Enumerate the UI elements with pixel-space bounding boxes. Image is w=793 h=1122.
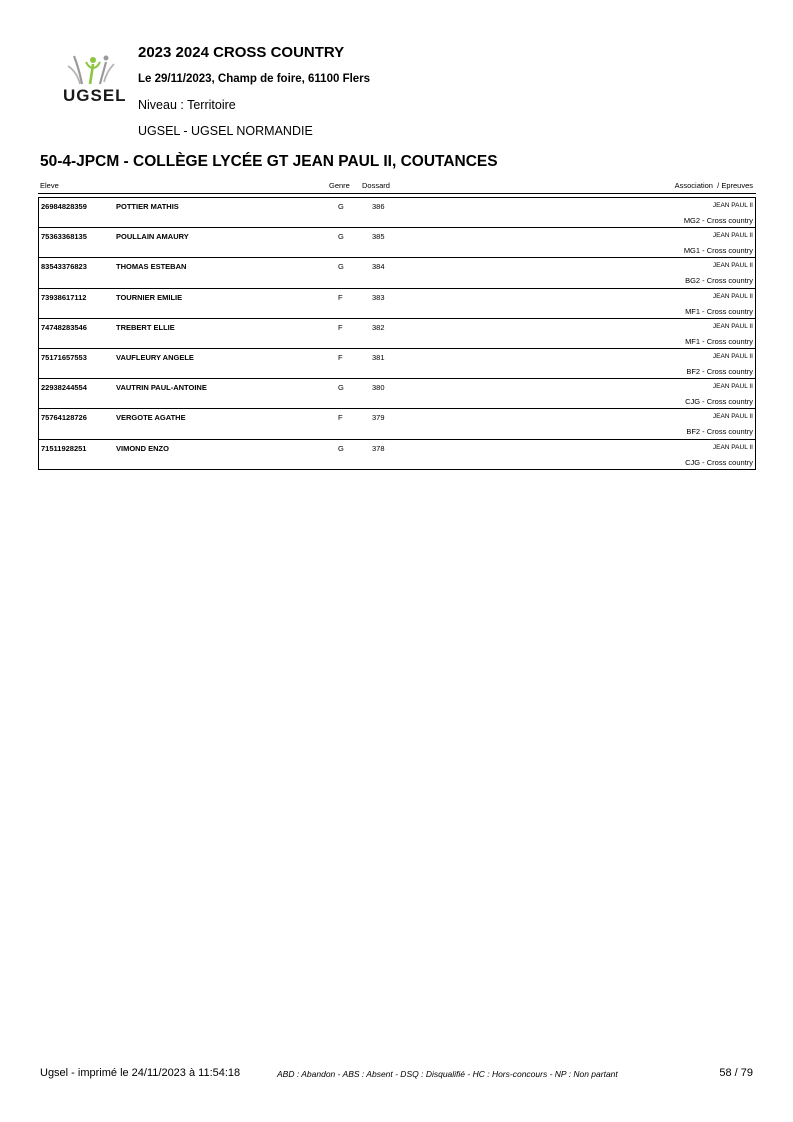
table-row bbox=[39, 319, 755, 349]
student-epreuve: BF2 - Cross country bbox=[686, 366, 753, 376]
student-name: TREBERT ELLIE bbox=[116, 322, 175, 332]
student-epreuve: MG2 - Cross country bbox=[683, 216, 753, 225]
student-association: JEAN PAUL II bbox=[712, 202, 753, 209]
student-association: JEAN PAUL II bbox=[712, 413, 753, 421]
student-genre: F bbox=[338, 352, 343, 362]
table-row bbox=[39, 349, 755, 379]
student-epreuve: MF1 - Cross country bbox=[685, 336, 753, 346]
student-genre: G bbox=[338, 383, 344, 393]
student-association: JEAN PAUL II bbox=[712, 322, 753, 330]
student-id: 22938244554 bbox=[41, 383, 87, 393]
event-title: 2023 2024 CROSS COUNTRY bbox=[138, 44, 345, 61]
student-epreuve: CJG - Cross country bbox=[685, 457, 753, 467]
ugsel-logo-text: UGSEL bbox=[63, 86, 127, 105]
student-dossard: 380 bbox=[372, 383, 385, 393]
footer-page-number: 58 / 79 bbox=[719, 1067, 753, 1079]
student-name: THOMAS ESTEBAN bbox=[116, 262, 187, 272]
student-id: 26984828359 bbox=[41, 202, 87, 211]
column-header-association: Association / Epreuves bbox=[674, 181, 753, 190]
student-association: JEAN PAUL II bbox=[712, 232, 753, 240]
student-id: 73938617112 bbox=[41, 292, 87, 302]
student-name: POTTIER MATHIS bbox=[116, 202, 179, 211]
table-row bbox=[39, 228, 755, 258]
student-id: 75363368135 bbox=[41, 232, 87, 242]
student-id: 74748283546 bbox=[41, 322, 87, 332]
table-row bbox=[39, 409, 755, 439]
column-header-genre: Genre bbox=[329, 181, 350, 190]
student-name: VAUTRIN PAUL-ANTOINE bbox=[116, 383, 207, 393]
table-row bbox=[39, 289, 755, 319]
student-genre: G bbox=[338, 443, 344, 453]
student-name: TOURNIER EMILIE bbox=[116, 292, 183, 302]
student-association: JEAN PAUL II bbox=[712, 443, 753, 451]
student-epreuve: BG2 - Cross country bbox=[685, 276, 753, 286]
student-epreuve: MG1 - Cross country bbox=[683, 246, 753, 256]
table-row bbox=[39, 258, 755, 288]
student-name: VIMOND ENZO bbox=[116, 443, 169, 453]
student-association: JEAN PAUL II bbox=[712, 292, 753, 300]
header-divider bbox=[38, 193, 756, 194]
school-title: 50-4-JPCM - COLLÈGE LYCÉE GT JEAN PAUL II, COUTANCES bbox=[40, 153, 498, 170]
student-epreuve: MF1 - Cross country bbox=[685, 306, 753, 316]
footer-printed-date: Ugsel - imprimé le 24/11/2023 à 11:54:18 bbox=[40, 1067, 241, 1079]
student-dossard: 379 bbox=[372, 413, 385, 423]
student-genre: F bbox=[338, 413, 343, 423]
event-date-place: Le 29/11/2023, Champ de foire, 61100 Flers bbox=[138, 73, 371, 85]
student-name: VAUFLEURY ANGELE bbox=[116, 352, 194, 362]
student-association: JEAN PAUL II bbox=[712, 383, 753, 391]
student-epreuve: BF2 - Cross country bbox=[686, 427, 753, 437]
event-organization: UGSEL - UGSEL NORMANDIE bbox=[138, 124, 313, 138]
results-table bbox=[38, 197, 756, 470]
event-level: Niveau : Territoire bbox=[138, 98, 236, 112]
student-name: VERGOTE AGATHE bbox=[116, 413, 186, 423]
table-row bbox=[39, 379, 755, 409]
column-header-eleve: Eleve bbox=[40, 181, 59, 190]
student-dossard: 383 bbox=[372, 292, 385, 302]
student-genre: F bbox=[338, 292, 343, 302]
student-name: POULLAIN AMAURY bbox=[116, 232, 189, 242]
student-dossard: 384 bbox=[372, 262, 385, 272]
student-dossard: 381 bbox=[372, 352, 385, 362]
table-row bbox=[39, 198, 755, 228]
student-dossard: 378 bbox=[372, 443, 385, 453]
column-header-dossard: Dossard bbox=[362, 181, 390, 190]
student-association: JEAN PAUL II bbox=[712, 262, 753, 270]
student-dossard: 385 bbox=[372, 232, 385, 242]
student-genre: F bbox=[338, 322, 343, 332]
student-id: 71511928251 bbox=[41, 443, 87, 453]
student-id: 75764128726 bbox=[41, 413, 87, 423]
student-genre: G bbox=[338, 232, 344, 242]
student-id: 83543376823 bbox=[41, 262, 87, 272]
student-association: JEAN PAUL II bbox=[712, 352, 753, 360]
student-genre: G bbox=[338, 262, 344, 272]
student-id: 75171657553 bbox=[41, 352, 87, 362]
student-epreuve: CJG - Cross country bbox=[685, 397, 753, 407]
student-dossard: 382 bbox=[372, 322, 385, 332]
table-row bbox=[39, 440, 755, 470]
student-dossard: 386 bbox=[372, 202, 385, 211]
student-genre: G bbox=[338, 202, 344, 211]
footer-legend: ABD : Abandon - ABS : Absent - DSQ : Disqualifié - HC : Hors-concours - NP : Non partant bbox=[277, 1069, 618, 1079]
